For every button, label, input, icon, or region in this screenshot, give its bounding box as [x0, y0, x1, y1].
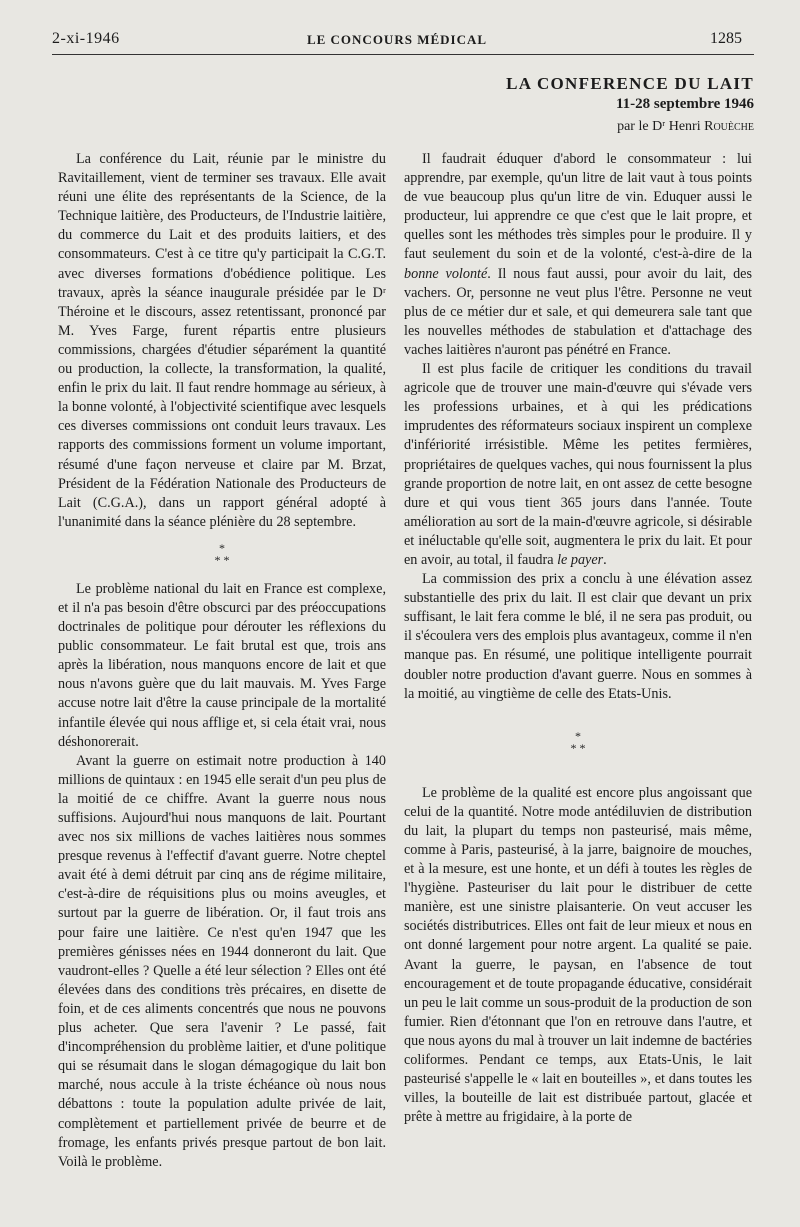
paragraph — [404, 360, 752, 570]
separator-stars: * * * — [570, 728, 586, 755]
journal-title: LE CONCOURS MÉDICAL — [306, 32, 488, 47]
paragraph — [404, 150, 752, 360]
author-prefix: par le Dʳ Henri — [617, 119, 701, 134]
left-column — [58, 150, 386, 1172]
text-run: Il faudrait éduquer d'abord le consommateur : lui apprendre, par exemple, qu'un litre de lait vaut à tous points de vue beaucoup plus qu'un litre de vin. Eduquer aussi le producteur, lui apprendre ce que c'est que le lait propre, et quelles sont les méthodes très simples pour le produire. Il y faut seulement du soin et de la volonté, c'est-à-dire de la — [404, 151, 752, 263]
text-run: Il est plus facile de critiquer les conditions du travail agricole que de trouver une main-d'œuvre qui s'évade vers les professions urbaines, et à qui les prédications imprudentes des réformateurs sociaux inspirent un complexe d'infériorité irrésistible. Même les petites fermières, propriétaires de quelques vaches, qui nous fournissent la plus grande proportion de notre lait, en ont assez de cette besogne dure et qui vous tient 365 jours dans l'année. Toute amélioration au sort de la main-d'œuvre agricole, si désirable et inéluctable qu'elle soit, augmentera le prix du lait. Et pour en avoir, au total, il faudra — [404, 361, 752, 568]
right-column — [404, 150, 752, 1127]
running-header — [52, 30, 742, 52]
article-title-block — [506, 74, 754, 138]
header-rule — [52, 54, 754, 55]
paragraph: Avant la guerre on estimait notre production à 140 millions de quintaux : en 1945 elle serait d'un peu plus de la moitié de ce chiffre. Avant la guerre nous nous suffisions. Aujourd'hui nous manquons de lait. Pourtant avec nos six millions de vaches laitières nous sommes presque revenus à l'effectif d'avant guerre. Notre cheptel avait été à demi détruit par cinq ans de régime militaire, c'est-à-dire de réquisitions plus ou moins aveugles, et surtout par la guerre de libération. Or, il faut trois ans pour faire une laitière. Ce n'est qu'en 1947 que les premières génisses nées en 1944 donneront du lait. Que vaudront-elles ? Quelle a été leur sélection ? Elles ont été élevées dans des conditions très précaires, en disette de foin, et de ces aliments concentrés que nous ne pouvons plus acheter. Que sera l'avenir ? Le passé, fait d'incompréhension du problème laitier, et d'une politique qui se résumait dans le slogan démagogique du lait bon marché, nous accule à la triste échéance où nous nous débattons : toute la population adulte privée de lait, complètement et partiellement privée de beurre et de fromage, les enfants privés presque partout de bon lait. Voilà le problème. — [58, 752, 386, 1170]
text-run: . Il nous faut aussi, pour avoir du lait, des vachers. Or, personne ne veut plus l'être. Personne ne veut plus de ce métier dur et sale, et qui demeurera sale tant que les nouvelles méthodes de stabulation et d'attachage des vaches laitières n'auront pas pénétré en France. — [404, 265, 752, 358]
article-title: LA CONFERENCE DU LAIT — [506, 74, 754, 93]
separator-stars: * * * — [214, 540, 230, 567]
emphasis: bonne volonté — [404, 265, 488, 282]
section-separator — [404, 730, 752, 754]
paragraph: Le problème national du lait en France est complexe, et il n'a pas besoin d'être obscurci par des préoccupations doctrinales de politique pour dérouter les réflexions du public consommateur. Le fait brutal est que, trois ans après la libération, nous manquons encore de lait et que nous n'avons guère que du lait mauvais. M. Yves Farge accuse notre lait d'être la cause principale de la mortalité infantile élevée qui nous afflige et, si cela était vrai, nous déshonorerait. — [58, 580, 386, 750]
paragraph: La commission des prix a conclu à une élévation assez substantielle des prix du lait. Il est clair que devant un prix suffisant, le lait fera comme le blé, il ne sera pas produit, ou il s'écoulera vers des emplois plus avantageux, comme il n'en manque pas. En résumé, une politique intelligente pourrait doubler notre production d'avant guerre. Nous en sommes à la moitié, au vingtième de celle des Etats-Unis. — [404, 571, 752, 702]
article-dates: 11-28 septembre 1946 — [615, 96, 754, 112]
issue-date: 2-xi-1946 — [52, 30, 120, 47]
text-run: . — [603, 551, 607, 568]
author-name: Rouèche — [704, 119, 754, 134]
section-separator — [58, 542, 386, 566]
article-author — [506, 116, 754, 138]
paragraph: Le problème de la qualité est encore plus angoissant que celui de la quantité. Notre mode antédiluvien de distribution du lait, la plupart du temps non pasteurisé, mais même, comme à Paris, pasteurisé, à la jarre, baignoire de mouches, et à la mesure, est une honte, et un défi à toutes les règles de l'hygiène. Pasteuriser du lait pour le distribuer de cette manière, est une sinistre plaisanterie. On veut accuser les sociétés distributrices. Elles ont fait de leur mieux et nous en ont donné largement pour notre argent. La qualité se paie. Avant la guerre, le paysan, en l'absence de tout encouragement et de toute propagande éducative, considérait un peu le lait comme un sous-produit de la production de son fumier. Rien d'étonnant que l'on en retrouve dans l'autre, et que nous ayons du mal à trouver un lait indemne de bactéries coliformes. Pendant ce temps, aux Etats-Unis, le lait pasteurisé s'appelle le « lait en bouteilles », et dans toutes les villes, la bouteille de lait est distribuée partout, glacée et prête à mettre au frigidaire, à la porte de — [404, 784, 752, 1126]
paragraph: La conférence du Lait, réunie par le ministre du Ravitaillement, vient de terminer ses travaux. Elle avait réuni une élite des représentants de la Science, de la Technique laitière, des Producteurs, de l'Industrie laitière, du commerce du Lait et des produits laitiers, et des consommateurs. C'est à ce titre qu'y participait la C.G.T. avec diverses formations d'obédience politique. Les travaux, après la séance inaugurale présidée par le Dʳ Théroine et le discours, assez retentissant, prononcé par M. Yves Farge, furent répartis entre plusieurs commissions, chargées d'étudier séparément la quantité ou production, la collecte, la transformation, la qualité, enfin le prix du lait. Il faut rendre hommage au sérieux, à la bonne volonté, à l'objectivité scientifique avec lesquels ces diverses commissions ont conduit leurs travaux. Les rapports des commissions forment un volume important, résumé d'une façon nerveuse et claire par M. Brzat, Président de la Fédération Nationale des Producteurs de Lait (C.G.A.), dans un rapport général adopté à l'unanimité dans la séance plénière du 28 septembre. — [58, 151, 386, 530]
emphasis: le payer — [557, 551, 604, 568]
page-number: 1285 — [710, 30, 742, 47]
